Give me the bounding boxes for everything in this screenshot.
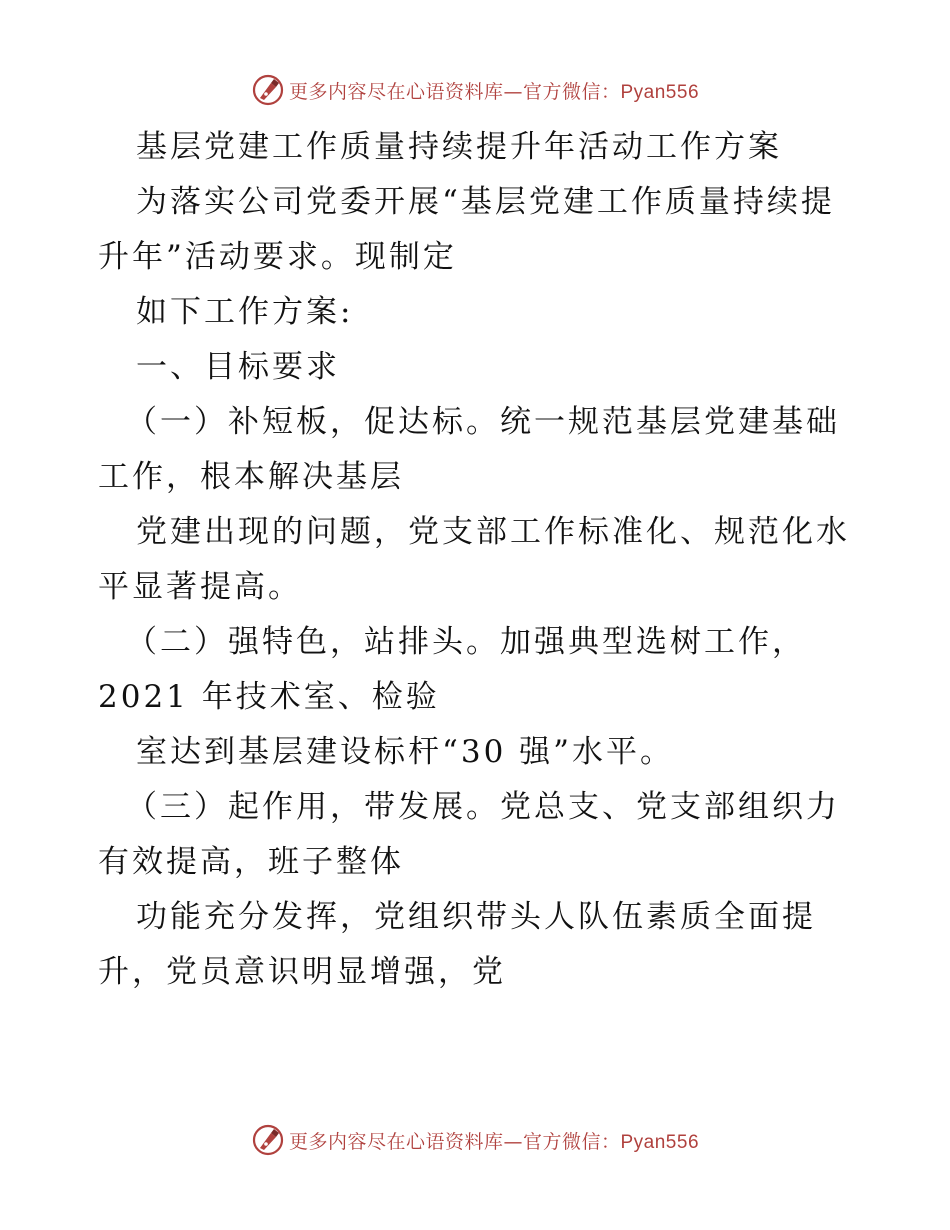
- paragraph-line: 如下工作方案:: [136, 294, 354, 330]
- banner-separator: —: [503, 80, 523, 103]
- paragraph-line: 室达到基层建设标杆“30 强”水平。: [136, 734, 674, 770]
- document-body: [98, 120, 858, 1000]
- paragraph-line: 有效提高，班子整体: [98, 844, 404, 880]
- paragraph-line: 为落实公司党委开展“基层党建工作质量持续提: [136, 184, 835, 220]
- paragraph-line: （一）补短板，促达标。统一规范基层党建基础: [126, 404, 840, 440]
- paragraph-line: 升，党员意识明显增强，党: [98, 954, 506, 990]
- footer-banner: [0, 1120, 950, 1160]
- pen-nib-logo-icon: [251, 73, 285, 107]
- paragraph-line: 功能充分发挥，党组织带头人队伍素质全面提: [136, 899, 816, 935]
- banner-site-text: 更多内容尽在心语资料库: [288, 80, 504, 103]
- paragraph-line: 升年”活动要求。现制定: [98, 239, 457, 275]
- banner-wechat-text: 官方微信：Pyan556: [523, 81, 700, 103]
- header-banner: [0, 70, 950, 110]
- paragraph-line: （三）起作用，带发展。党总支、党支部组织力: [126, 789, 840, 825]
- banner-text: [289, 77, 699, 104]
- banner-wechat-text: 官方微信：Pyan556: [523, 1131, 700, 1153]
- paragraph-line: 平显著提高。: [98, 569, 302, 605]
- paragraph-line: 党建出现的问题，党支部工作标准化、规范化水: [136, 514, 850, 550]
- paragraph-line: （二）强特色，站排头。加强典型选树工作，: [126, 624, 806, 660]
- paragraph-line: 2021 年技术室、检验: [98, 679, 440, 715]
- banner-site-text: 更多内容尽在心语资料库: [288, 1130, 504, 1153]
- section-heading: 一、目标要求: [136, 349, 340, 385]
- document-title: 基层党建工作质量持续提升年活动工作方案: [136, 129, 782, 165]
- banner-text: [289, 1127, 699, 1154]
- paragraph-line: 工作，根本解决基层: [98, 459, 404, 495]
- pen-nib-logo-icon: [251, 1123, 285, 1157]
- banner-separator: —: [503, 1130, 523, 1153]
